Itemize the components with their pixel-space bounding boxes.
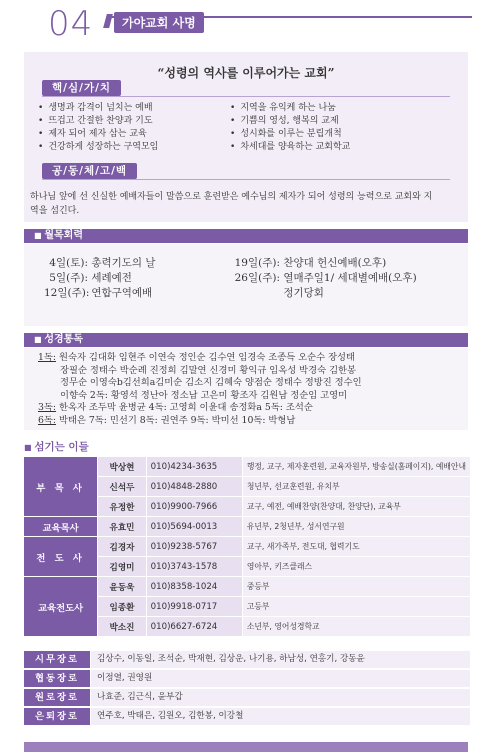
monthly-event xyxy=(228,285,324,300)
role-cell: 교육목사 xyxy=(24,517,98,537)
reader-names: 한옥자 조두막 윤병균 4독: 고영희 이윤대 송정화a 5독: 조석순 xyxy=(56,402,313,413)
monthly-event xyxy=(44,255,156,270)
core-values-right xyxy=(230,102,350,154)
elder-names: 김상수, 이동일, 조석순, 박재현, 김상운, 나기용, 하남성, 연홍기, 강동윤 xyxy=(91,651,470,668)
staff-phone: 010)9900-7966 xyxy=(146,497,242,517)
staff-duty: 영아부, 키즈클래스 xyxy=(242,557,470,577)
staff-name: 유정한 xyxy=(98,497,146,517)
table-row xyxy=(24,577,470,597)
elder-row xyxy=(24,670,470,687)
staff-name: 신석두 xyxy=(98,477,146,497)
round-label: 6독: xyxy=(38,414,57,426)
bible-title: ■ 성경통독 xyxy=(34,334,83,345)
staff-duty: 중등부 xyxy=(242,577,470,597)
section-header xyxy=(22,4,472,48)
role-cell: 전 도 사 xyxy=(24,537,98,577)
staff-phone: 010)9918-0717 xyxy=(146,597,242,617)
bible-line xyxy=(38,390,458,403)
section-title: 가야교회 사명 xyxy=(114,12,204,33)
elder-label: 원로장로 xyxy=(24,689,90,706)
reader-names: 원숙자 김대화 임현주 이연숙 정인순 김수연 임경숙 조종득 오순수 장성태 xyxy=(56,352,356,363)
staff-name: 윤동욱 xyxy=(98,577,146,597)
staff-name: 김영미 xyxy=(98,557,146,577)
community-rule xyxy=(42,179,450,180)
event-name: 세례예전 xyxy=(91,272,132,284)
bible-line xyxy=(38,377,458,390)
footer-bar xyxy=(24,742,468,752)
elder-row xyxy=(24,689,470,706)
reader-names: 이향숙 2독: 황영석 정난아 정소남 고은미 황조자 김원남 정순임 고영미 xyxy=(60,389,348,401)
core-values-left xyxy=(38,102,158,154)
monthly-title: ■ 월목회력 xyxy=(34,230,83,241)
core-value-item: • 제자 되어 제자 삼는 교육 xyxy=(38,128,158,141)
role-cell: 교육전도사 xyxy=(24,577,98,637)
monthly-event xyxy=(228,270,417,285)
event-name: 총력기도의 날 xyxy=(91,257,156,269)
staff-name: 박소진 xyxy=(98,617,146,637)
role-cell: 부 목 사 xyxy=(24,457,98,517)
bible-line xyxy=(38,402,458,415)
elder-names: 나효준, 김근식, 윤부갑 xyxy=(91,689,470,706)
monthly-event xyxy=(44,285,152,300)
event-name: 연합구역예배 xyxy=(91,287,153,299)
event-name: 정기당회 xyxy=(283,287,324,299)
core-value-item: • 지역을 유익케 하는 나눔 xyxy=(230,102,350,115)
staff-phone: 010)3743-1578 xyxy=(146,557,242,577)
community-confession-label: 공/동/체/고/백 xyxy=(42,163,137,179)
core-value-item: • 뜨겁고 간절한 찬양과 기도 xyxy=(38,115,158,128)
round-label: 3독: xyxy=(38,402,57,413)
core-value-item: • 성시화를 이루는 분립개척 xyxy=(230,128,350,141)
church-slogan: “성령의 역사를 이루어가는 교회” xyxy=(157,66,335,80)
core-value-item: • 기쁨의 영성, 행복의 교제 xyxy=(230,115,350,128)
staff-phone: 010)4848-2880 xyxy=(146,477,242,497)
elder-row xyxy=(24,651,470,668)
bible-reading-list xyxy=(38,352,458,427)
staff-duty: 교구, 예전, 예배찬양(찬양대, 찬양단), 교육부 xyxy=(242,497,470,517)
staff-phone: 010)9238-5767 xyxy=(146,537,242,557)
staff-phone: 010)5694-0013 xyxy=(146,517,242,537)
servers-title: ■ 섬기는 이들 xyxy=(24,439,89,454)
staff-phone: 010)6627-6724 xyxy=(146,617,242,637)
monthly-event xyxy=(44,270,132,285)
elder-label: 시무장로 xyxy=(24,651,90,668)
monthly-event xyxy=(228,255,386,270)
staff-duty: 행정, 교구, 제자훈련원, 교육자원부, 방송실(홈페이지), 예배안내 xyxy=(242,457,470,477)
staff-duty: 소년부, 영어성경학교 xyxy=(242,617,470,637)
elder-label: 은퇴장로 xyxy=(24,708,90,725)
staff-duty: 교구, 새가족부, 전도대, 협력기도 xyxy=(242,537,470,557)
table-row xyxy=(24,517,470,537)
community-confession-text: 하나님 앞에 선 신실한 예배자들이 말씀으로 훈련받은 예수님의 제자가 되어 성령의 능력으로 교회와 지역을 섬긴다. xyxy=(30,192,433,216)
event-date: 19일(주): xyxy=(234,257,280,269)
staff-name: 김경자 xyxy=(98,537,146,557)
staff-phone: 010)8358-1024 xyxy=(146,577,242,597)
event-name: 찬양대 헌신예배(오후) xyxy=(283,257,387,269)
core-value-item: • 생명과 감격이 넘치는 예배 xyxy=(38,102,158,115)
monthly-section-bar xyxy=(24,229,468,243)
elder-label: 협동장로 xyxy=(24,670,90,687)
core-values-label: 핵/심/가/치 xyxy=(42,80,121,96)
reader-names: 정무순 이영숙b김선희a김미순 김소지 김혜숙 양점순 정태수 정방진 정수인 xyxy=(60,377,362,388)
event-name: 열매주일1/ 세대별예배(오후) xyxy=(283,272,417,284)
staff-phone: 010)4234-3635 xyxy=(146,457,242,477)
event-date: 5일(주): xyxy=(49,272,88,284)
staff-name: 유효민 xyxy=(98,517,146,537)
table-row xyxy=(24,537,470,557)
bible-section-bar xyxy=(24,333,468,347)
event-date: 4일(토): xyxy=(49,257,88,269)
table-row xyxy=(24,457,470,477)
elder-names: 연주호, 박태은, 김원오, 김한봉, 이강철 xyxy=(91,708,470,725)
reader-names: 박태은 7독: 민선기 8독: 권연주 9독: 박미선 10독: 박형남 xyxy=(56,414,296,426)
staff-name: 박상현 xyxy=(98,457,146,477)
bible-line xyxy=(38,365,458,378)
event-date: 26일(주): xyxy=(234,272,280,284)
core-values-rule xyxy=(42,96,450,97)
round-label: 1독: xyxy=(38,352,57,363)
bible-line xyxy=(38,415,458,428)
servers-table xyxy=(24,456,470,637)
elder-row xyxy=(24,708,470,725)
staff-duty: 청년부, 선교훈련원, 유치부 xyxy=(242,477,470,497)
elder-names: 이정열, 권영원 xyxy=(91,670,470,687)
event-date: 12일(주): xyxy=(44,287,90,299)
staff-duty: 고등부 xyxy=(242,597,470,617)
staff-duty: 유년부, 2청년부, 성서연구원 xyxy=(242,517,470,537)
reader-names: 장필순 정태수 박순례 진정희 김말연 신경미 황익규 임옥성 박경숙 김한봉 xyxy=(60,364,357,376)
core-value-item: • 차세대를 양육하는 교회학교 xyxy=(230,141,350,154)
section-number: 04 xyxy=(48,4,94,44)
core-value-item: • 건강하게 성장하는 구역모임 xyxy=(38,141,158,154)
bible-line xyxy=(38,352,458,365)
staff-name: 임종환 xyxy=(98,597,146,617)
